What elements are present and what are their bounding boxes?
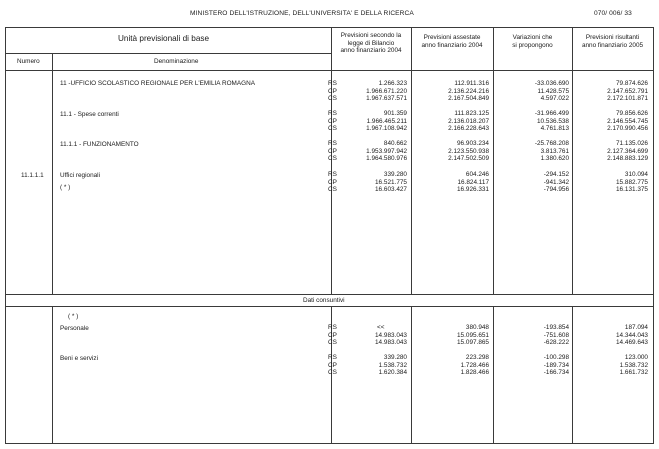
value: 4.597.022 xyxy=(540,95,569,103)
value: 2.172.101.871 xyxy=(607,95,648,103)
value: -189.734 xyxy=(543,361,569,369)
row-col3-values xyxy=(493,80,569,103)
value: -33.036.690 xyxy=(534,80,569,87)
value: 1.266.323 xyxy=(378,80,407,87)
numero-heading: Numero xyxy=(17,58,40,65)
value: 2.146.554.745 xyxy=(607,117,648,125)
row-col2-values xyxy=(411,80,489,103)
value: 1.828.466 xyxy=(460,369,489,377)
consuntivi-col4-values xyxy=(572,354,648,377)
value: 2.147.652.791 xyxy=(607,87,648,95)
value: -166.734 xyxy=(543,369,569,377)
value: -751.608 xyxy=(543,331,569,339)
numero-column-divider-lower xyxy=(52,306,53,444)
consuntivi-col2-values xyxy=(411,324,489,347)
value: -100.298 xyxy=(543,354,569,361)
value: 15.095.651 xyxy=(457,331,489,339)
type-code: RS xyxy=(328,171,337,178)
row-col4-values xyxy=(572,110,648,133)
value: 2.123.550.938 xyxy=(448,147,489,155)
type-code: CP xyxy=(328,87,337,95)
value: 1.967.637.571 xyxy=(366,95,407,103)
value: 2.136.018.207 xyxy=(448,117,489,125)
row-label: Uffici regionali xyxy=(60,172,101,179)
ministry-header: MINISTERO DELL'ISTRUZIONE, DELL'UNIVERSITA' E DELLA RICERCA xyxy=(190,10,414,17)
row-label: 11 -UFFICIO SCOLASTICO REGIONALE PER L'EMILIA ROMAGNA xyxy=(60,80,255,87)
col3-heading-line: si propongono xyxy=(512,41,553,49)
value: 11.428.575 xyxy=(537,87,569,95)
value: 339.280 xyxy=(383,171,407,178)
value: -628.222 xyxy=(543,339,569,347)
row-col3-values xyxy=(493,110,569,133)
value: 2.170.990.456 xyxy=(607,125,648,133)
value: 1.966.671.220 xyxy=(366,87,407,95)
value: 15.097.865 xyxy=(457,339,489,347)
col1-heading-line: legge di Bilancio xyxy=(347,39,395,47)
type-code: CP xyxy=(328,361,337,369)
value: 901.359 xyxy=(383,110,407,117)
type-code: CS xyxy=(328,339,337,347)
page-reference: 070/ 006/ 33 xyxy=(594,10,632,17)
value: -25.768.208 xyxy=(534,140,569,147)
value: 2.136.224.216 xyxy=(448,87,489,95)
value: 1.967.108.942 xyxy=(366,125,407,133)
consuntivi-col2-values xyxy=(411,354,489,377)
value: 339.280 xyxy=(383,354,407,361)
consuntivi-top-border xyxy=(5,294,653,295)
col1-heading-line: anno finanziario 2004 xyxy=(340,47,402,55)
value: 16.603.427 xyxy=(375,186,407,194)
consuntivi-col1-values xyxy=(331,354,407,377)
value: 310.094 xyxy=(624,171,648,178)
value: 2.147.502.509 xyxy=(448,155,489,163)
type-code: RS xyxy=(328,324,337,331)
row-col1-values xyxy=(331,140,407,163)
row-col4-values xyxy=(572,171,648,194)
value: 1.953.997.942 xyxy=(366,147,407,155)
type-code: CS xyxy=(328,125,337,133)
row-col2-values xyxy=(411,171,489,194)
row-col4-values xyxy=(572,80,648,103)
table-top-border xyxy=(5,27,653,28)
type-code: CP xyxy=(328,117,337,125)
value: 840.662 xyxy=(383,140,407,147)
row-numero: 11.1.1.1 xyxy=(21,172,44,179)
value: 79.874.626 xyxy=(616,80,648,87)
header-subdivider xyxy=(5,53,331,54)
value: 10.536.538 xyxy=(537,117,569,125)
value: 223.298 xyxy=(465,354,489,361)
col1-heading xyxy=(331,32,411,55)
value: -941.342 xyxy=(543,178,569,186)
col4-heading xyxy=(572,34,653,49)
value: 16.131.375 xyxy=(616,186,648,194)
row-col3-values xyxy=(493,171,569,194)
col3-heading-line: Variazioni che xyxy=(512,34,553,41)
value: 111.823.125 xyxy=(454,110,489,117)
value: 112.911.316 xyxy=(454,80,489,87)
value: 123.000 xyxy=(624,354,648,361)
row-col1-values xyxy=(331,110,407,133)
value: -794.956 xyxy=(543,186,569,194)
value: 1.728.466 xyxy=(460,361,489,369)
consuntivi-col3-values xyxy=(493,324,569,347)
value: 1.538.732 xyxy=(378,361,407,369)
type-code: RS xyxy=(328,354,337,361)
value: 71.135.026 xyxy=(616,140,648,147)
row-col2-values xyxy=(411,140,489,163)
value: 1.620.384 xyxy=(378,369,407,377)
value: 1.661.732 xyxy=(619,369,648,377)
header-bottom-border xyxy=(5,70,653,71)
numero-column-divider xyxy=(52,53,53,294)
row-col1-values xyxy=(331,171,407,194)
type-code: RS xyxy=(328,80,337,87)
value: 16.824.117 xyxy=(457,178,489,186)
value: 16.926.331 xyxy=(457,186,489,194)
consuntivi-col3-values xyxy=(493,354,569,377)
type-code: RS xyxy=(328,140,337,147)
row-col3-values xyxy=(493,140,569,163)
value: 16.521.775 xyxy=(375,178,407,186)
row-label: 11.1.1 - FUNZIONAMENTO xyxy=(60,141,139,148)
value: 1.966.465.211 xyxy=(366,117,407,125)
value: -31.966.499 xyxy=(534,110,569,117)
value: 3.813.761 xyxy=(540,147,569,155)
consuntivi-note: ( * ) xyxy=(68,313,79,320)
type-code: CS xyxy=(328,155,337,163)
consuntivi-title: Dati consuntivi xyxy=(303,297,345,304)
col1-heading-line: Previsioni secondo la xyxy=(340,32,402,39)
value: 1.964.580.976 xyxy=(366,155,407,163)
value: 4.761.813 xyxy=(540,125,569,133)
value: 2.167.504.849 xyxy=(448,95,489,103)
value: 2.166.228.643 xyxy=(448,125,489,133)
value: 14.983.043 xyxy=(375,339,407,347)
value: 14.344.043 xyxy=(616,331,648,339)
col3-heading xyxy=(493,34,572,49)
value: 2.127.364.699 xyxy=(607,147,648,155)
col2-heading-line: Previsioni assestate xyxy=(423,34,481,41)
consuntivi-row-label: Personale xyxy=(60,325,89,332)
value: -294.152 xyxy=(543,171,569,178)
value: 187.094 xyxy=(624,324,648,331)
row-col2-values xyxy=(411,110,489,133)
table-bottom-border xyxy=(5,443,653,444)
row-col4-values xyxy=(572,140,648,163)
consuntivi-row-label: Beni e servizi xyxy=(60,355,99,362)
row-note: ( * ) xyxy=(60,184,71,191)
value: 380.948 xyxy=(465,324,489,331)
type-code: CS xyxy=(328,95,337,103)
denominazione-heading: Denominazione xyxy=(154,58,199,65)
consuntivi-title-border xyxy=(5,306,653,307)
type-code: CS xyxy=(328,186,337,194)
type-code: CP xyxy=(328,147,337,155)
value: 14.469.643 xyxy=(616,339,648,347)
value: 604.246 xyxy=(465,171,489,178)
row-label: 11.1 - Spese correnti xyxy=(60,111,119,118)
type-code: CP xyxy=(328,178,337,186)
col4-heading-line: Previsioni risultanti xyxy=(585,34,640,41)
value: << xyxy=(377,324,385,331)
table-right-border xyxy=(653,27,654,444)
type-code: CS xyxy=(328,369,337,377)
table-left-border xyxy=(5,27,6,444)
col4-heading-line: anno finanziario 2005 xyxy=(581,41,644,49)
value: -193.854 xyxy=(543,324,569,331)
value: 14.983.043 xyxy=(375,331,407,339)
consuntivi-col4-values xyxy=(572,324,648,347)
value: 1.538.732 xyxy=(619,361,648,369)
unit-title: Unità previsionali di base xyxy=(118,34,210,43)
value: 2.148.883.129 xyxy=(607,155,648,163)
consuntivi-col1-values xyxy=(331,324,407,347)
type-code: CP xyxy=(328,331,337,339)
col2-heading xyxy=(411,34,493,49)
value: 96.903.234 xyxy=(457,140,489,147)
type-code: RS xyxy=(328,110,337,117)
value: 1.380.620 xyxy=(540,155,569,163)
value: 15.882.775 xyxy=(616,178,648,186)
value: 79.856.626 xyxy=(616,110,648,117)
row-col1-values xyxy=(331,80,407,103)
col2-heading-line: anno finanziario 2004 xyxy=(421,41,483,49)
